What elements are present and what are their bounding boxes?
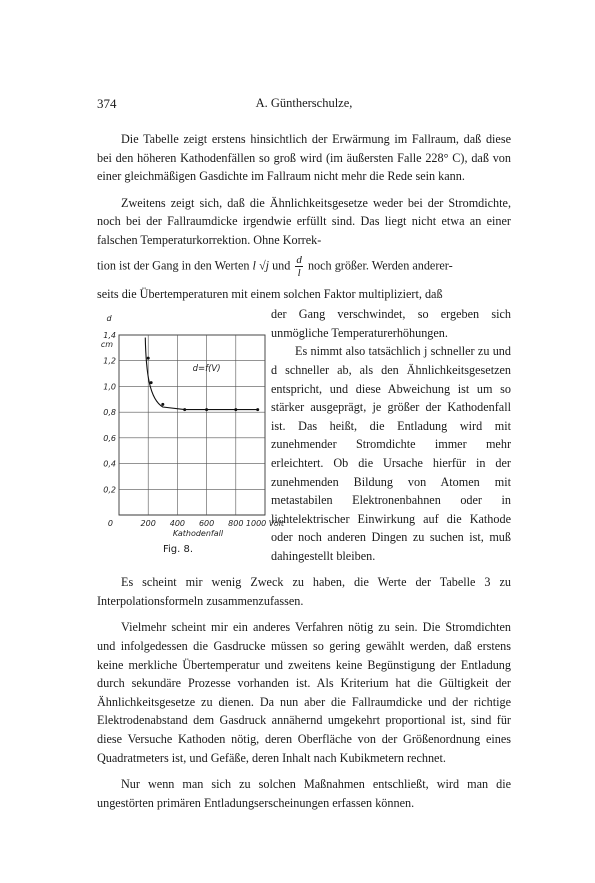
data-point	[234, 408, 237, 411]
y-tick-label: 0,8	[103, 408, 116, 418]
curve-label: d=f(V)	[192, 364, 221, 375]
y-tick-label: 1,0	[103, 382, 116, 392]
plot-frame	[119, 335, 265, 515]
y-tick-label: 1,4	[103, 331, 116, 341]
formula-post-text: noch größer. Werden anderer-	[307, 257, 453, 272]
paragraph-2b	[97, 254, 511, 279]
data-point	[205, 408, 208, 411]
data-point	[147, 357, 150, 360]
y-tick-label: 0,2	[103, 485, 116, 495]
paragraph-2a: Zweitens zeigt sich, daß die Ähnlichkeitsgesetze weder bei der Stromdichte, noch bei der Fallraumdicke irgendwie erfüllt sind. Das liegt nicht etwa an einer falschen Temperaturkorrektion. Ohne Korrek-	[97, 195, 511, 247]
figure-8	[97, 305, 285, 567]
fraction-numerator: d	[296, 253, 302, 266]
formula-root: √j	[258, 257, 270, 272]
x-tick-label: 200	[140, 519, 156, 529]
paragraph-3: Es nimmt also tatsächlich j schneller zu und d schneller ab, als den Ähnlichkeitsgesetzen entspricht, und diese Abweichung ist um so stärker ausgeprägt, je größer der Kathodenfall ist. Das heißt, die Entladung wird mit zunehmender Stromdichte immer mehr erleichtert. Ob die Ursache hierfür in der zunehmenden Bildung von Atomen mit metastabilen Elektronenbahnen oder in lichtelektrischer Einwirkung auf die Kathode oder noch anderen Dingen zu suchen ist, muß dahingestellt bleiben.	[271, 344, 511, 563]
figure-caption: Fig. 8.	[163, 544, 194, 556]
body-text	[97, 130, 511, 812]
x-tick-label: 800	[228, 519, 244, 529]
data-point	[256, 408, 259, 411]
running-title: A. Güntherschulze,	[255, 96, 353, 110]
paragraph-1: Die Tabelle zeigt erstens hinsichtlich der Erwärmung im Fallraum, daß diese bei den höheren Kathodenfällen so groß wird (im äußersten Falle 228° C), daß von einer gleichmäßigen Gasdichte im Fallraum nicht mehr die Rede sein kann.	[97, 132, 511, 184]
fraction-denominator: l	[297, 266, 301, 279]
paragraph-5: Vielmehr scheint mir ein anderes Verfahren nötig zu sein. Die Stromdichten und infolgedessen die Gasdrucke müssen so gering gewählt werden, daß erstens keine merkliche Übertemperatur und zweitens keine Begünstigung der Entladung durch sekundäre Prozesse vorhanden ist. Als Kriterium hat die Gültigkeit der Ähnlichkeitsgesetze zu dienen. Da nun aber die Fallraumdicke und der richtige Elektrodenabstand dem Gasdruck annähernd umgekehrt proportional ist, sind für diese Versuche Kathoden nötig, deren Oberfläche von der Größenordnung eines Quadratmeters ist, und Gefäße, deren Inhalt nach Kubikmetern rechnet.	[97, 620, 511, 765]
chart-svg	[97, 305, 285, 541]
paragraph-4: Es scheint mir wenig Zweck zu haben, die Werte der Tabelle 3 zu Interpolationsformeln zusammenzufassen.	[97, 575, 511, 608]
data-point	[183, 408, 186, 411]
y-tick-label: 1,2	[103, 356, 116, 366]
y-axis-unit: cm	[100, 340, 114, 350]
y-axis-label: d	[106, 314, 112, 324]
running-header	[97, 96, 511, 112]
x-tick-label: 600	[198, 519, 215, 529]
x-tick-label: 400	[169, 519, 186, 529]
x-axis-label: Kathodenfall	[172, 529, 224, 539]
formula-und: und	[272, 257, 291, 272]
formula-l: l	[252, 257, 256, 272]
data-point	[161, 403, 164, 406]
formula-pre-text: tion ist der Gang in den Werten	[97, 257, 250, 272]
x-tick-label: 0	[107, 519, 113, 529]
paragraph-2d: der Gang verschwindet, so ergeben sich unmögliche Temperaturerhöhungen.	[271, 307, 511, 340]
figure-wrap-block	[97, 305, 511, 567]
formula-fraction	[295, 254, 303, 279]
paragraph-6: Nur wenn man sich zu solchen Maßnahmen entschließt, wird man die ungestörten primären Entladungserscheinungen erfassen können.	[97, 777, 511, 810]
data-point	[150, 381, 153, 384]
y-tick-label: 0,4	[103, 459, 116, 469]
page-number: 374	[97, 96, 117, 111]
paragraph-2c: seits die Übertemperaturen mit einem solchen Faktor multipliziert, daß	[97, 286, 443, 301]
x-tick-label: 1000 Volt	[245, 519, 285, 529]
y-tick-label: 0,6	[103, 434, 116, 444]
